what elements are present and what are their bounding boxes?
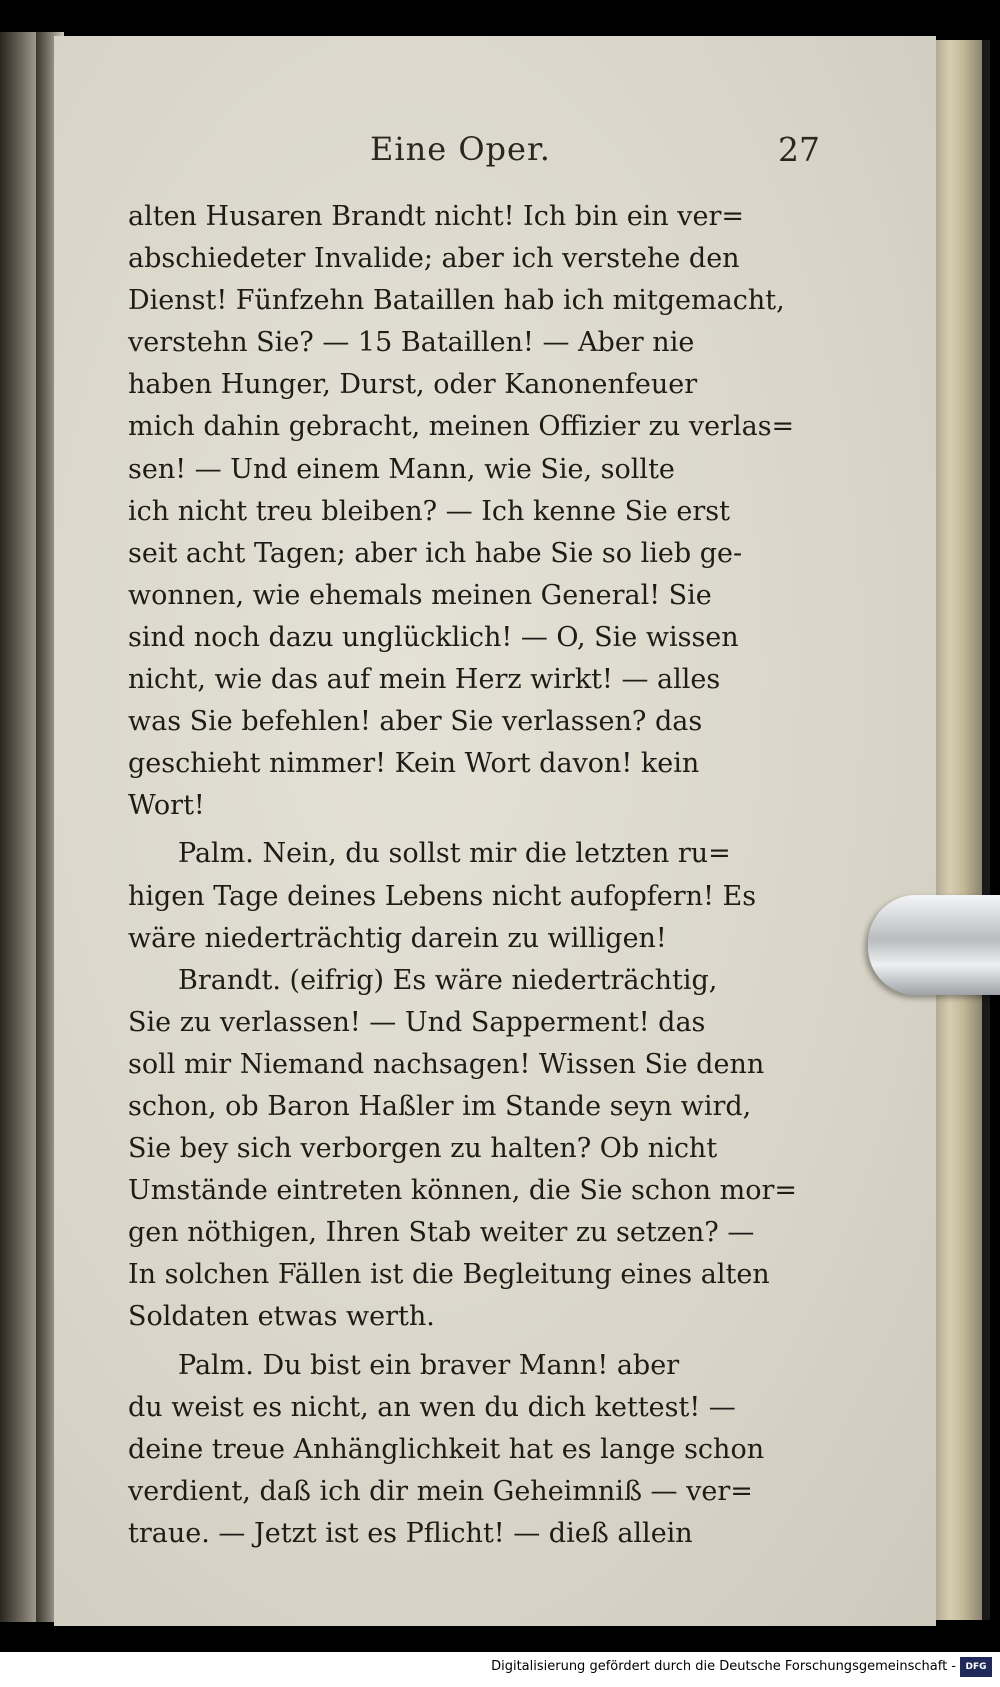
digitization-footer <box>0 1652 1000 1687</box>
text-line: deine treue Anhänglichkeit hat es lange schon <box>128 1433 765 1465</box>
page-stack-edge <box>936 40 982 1620</box>
text-line: wäre niederträchtig darein zu willigen! <box>128 922 667 954</box>
text-line: Dienst! Fünfzehn Bataillen hab ich mitgemacht, <box>128 285 785 317</box>
text-line: du weist es nicht, an wen du dich kettest! — <box>128 1391 736 1423</box>
text-line: gen nöthigen, Ihren Stab weiter zu setzen? — <box>128 1217 755 1249</box>
text-line: Sie zu verlassen! — Und Sapperment! das <box>128 1006 706 1038</box>
text-line: wonnen, wie ehemals meinen General! Sie <box>128 579 712 611</box>
text-line: soll mir Niemand nachsagen! Wissen Sie denn <box>128 1048 765 1080</box>
speaker-line: Palm. Nein, du sollst mir die letzten ru= <box>178 838 731 870</box>
page-holder-clip <box>868 895 1000 995</box>
speaker-line: Brandt. (eifrig) Es wäre niederträchtig, <box>178 964 718 996</box>
text-line: sind noch dazu unglücklich! — O, Sie wissen <box>128 621 739 653</box>
text-line: ich nicht treu bleiben? — Ich kenne Sie erst <box>128 495 730 527</box>
running-title: Eine Oper. <box>370 130 551 168</box>
text-line: traue. — Jetzt ist es Pflicht! — dieß allein <box>128 1517 693 1549</box>
dfg-logo-icon: DFG <box>960 1657 992 1677</box>
text-line: was Sie befehlen! aber Sie verlassen? das <box>128 706 703 738</box>
text-line: geschieht nimmer! Kein Wort davon! kein <box>128 748 700 780</box>
text-line: nicht, wie das auf mein Herz wirkt! — alles <box>128 664 721 696</box>
text-line: schon, ob Baron Haßler im Stande seyn wird, <box>128 1090 752 1122</box>
text-line: verdient, daß ich dir mein Geheimniß — ver= <box>128 1475 753 1507</box>
running-head <box>370 130 820 180</box>
text-line: higen Tage deines Lebens nicht aufopfern! Es <box>128 880 757 912</box>
text-line: verstehn Sie? — 15 Bataillen! — Aber nie <box>128 327 695 359</box>
text-line: haben Hunger, Durst, oder Kanonenfeuer <box>128 369 698 401</box>
text-line: sen! — Und einem Mann, wie Sie, sollte <box>128 453 675 485</box>
text-line: Umstände eintreten können, die Sie schon mor= <box>128 1175 798 1207</box>
text-line: mich dahin gebracht, meinen Offizier zu verlas= <box>128 411 795 443</box>
footer-credit: Digitalisierung gefördert durch die Deutsche Forschungsgemeinschaft - <box>491 1659 956 1674</box>
speaker-line: Palm. Du bist ein braver Mann! aber <box>178 1349 680 1381</box>
text-line: In solchen Fällen ist die Begleitung eines alten <box>128 1259 770 1291</box>
text-line: alten Husaren Brandt nicht! Ich bin ein ver= <box>128 201 745 232</box>
text-line: Wort! <box>128 790 205 822</box>
text-line: Soldaten etwas werth. <box>128 1301 435 1333</box>
text-line: seit acht Tagen; aber ich habe Sie so lieb ge- <box>128 537 743 569</box>
text-line: abschiedeter Invalide; aber ich verstehe den <box>128 243 740 275</box>
page-number: 27 <box>778 130 820 169</box>
text-line: Sie bey sich verborgen zu halten? Ob nicht <box>128 1133 718 1165</box>
body-text <box>128 196 824 1555</box>
